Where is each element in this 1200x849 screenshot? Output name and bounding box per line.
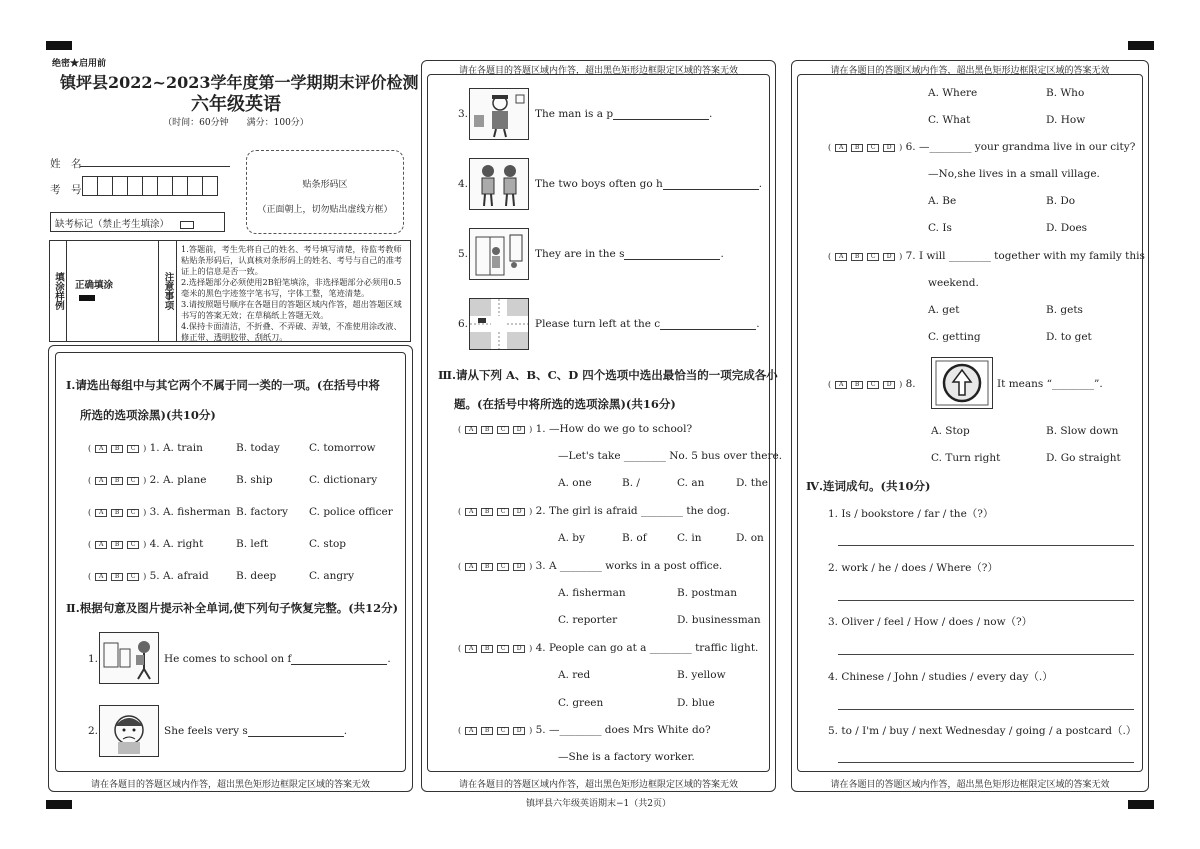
s3-question-8-text: It means “________”.	[997, 378, 1103, 390]
s3-question-line: weekend.	[928, 277, 979, 289]
s3-option: B. /	[622, 477, 640, 489]
s3-option: D. Go straight	[1046, 452, 1121, 464]
answer-line[interactable]	[838, 545, 1134, 546]
answer-line[interactable]	[838, 709, 1134, 710]
blank[interactable]	[660, 329, 756, 330]
s4-question-4: 4. Chinese / John / studies / every day（.）	[828, 671, 1053, 683]
blank[interactable]	[624, 259, 720, 260]
supermarket-picture	[469, 228, 529, 280]
s3-option: A. fisherman	[558, 587, 626, 599]
s3-option: A. one	[558, 477, 592, 489]
s2-sentence-6: Please turn left at the c .	[535, 318, 760, 330]
answer-bubbles[interactable]: ( A B C D )	[458, 726, 533, 735]
s3-option: B. yellow	[677, 669, 726, 681]
s3-question-2: ( A B C D ) 2. The girl is afraid ________ the dog.	[458, 505, 730, 517]
registration-mark	[46, 800, 72, 809]
s2-sentence-3: The man is a p .	[535, 108, 713, 120]
walking-to-school-picture	[99, 632, 159, 684]
s3-option: A. by	[558, 532, 585, 544]
s4-question-3: 3. Oliver / feel / How / does / now（?）	[828, 616, 1033, 628]
absent-label: 缺考标记（禁止考生填涂）	[55, 219, 170, 230]
policeman-picture	[469, 88, 529, 140]
s3-question-8: ( A B C D ) 8.	[828, 378, 916, 390]
exam-title: 镇坪县2022~2023学年度第一学期期末评价检测	[60, 73, 419, 92]
crossroads-picture	[469, 298, 529, 350]
s3-option: D. How	[1046, 114, 1086, 126]
s1-question-4: ( A B C ) 4. A. right	[88, 538, 204, 550]
s3-option: D. blue	[677, 697, 715, 709]
section2-title: Ⅱ.根据句意及图片提示补全单词,使下列句子恢复完整。(共12分)	[66, 601, 399, 615]
answer-bubbles[interactable]: ( A B C D )	[458, 644, 533, 653]
s1-option-c: C. tomorrow	[309, 442, 376, 454]
s1-question-1: ( A B C ) 1. A. train	[88, 442, 203, 454]
answer-line[interactable]	[838, 600, 1134, 601]
s3-option: B. Who	[1046, 87, 1085, 99]
s3-question-1: ( A B C D ) 1. —How do we go to school?	[458, 423, 693, 435]
boundary-note: 请在各题目的答题区域内作答，超出黑色矩形边框限定区域的答案无效	[830, 780, 1110, 790]
correct-fill-sample	[79, 295, 95, 301]
s3-option: A. red	[558, 669, 591, 681]
note-item: 2.选择题部分必须使用2B铅笔填涂，非选择题部分必须用0.5毫米的黑色字迹签字笔书写，字体工整，笔迹清楚。	[181, 277, 402, 298]
s3-question-line: —No,she lives in a small village.	[928, 168, 1100, 180]
notes-list	[181, 244, 409, 343]
section1-title-cont: 所选的选项涂黑)(共10分)	[80, 408, 216, 422]
answer-bubbles[interactable]: ( A B C )	[88, 540, 147, 549]
section3-title: Ⅲ.请从下列 A、B、C、D 四个选项中选出最恰当的一项完成各小	[438, 368, 778, 382]
note-item: 4.保持卡面清洁，不折叠、不弄破、弄皱，不准使用涂改液、修正带、透明胶带、刮纸刀。	[181, 321, 402, 342]
instructions-table	[49, 240, 411, 342]
s1-question-5: ( A B C ) 5. A. afraid	[88, 570, 209, 582]
s3-question-line: —She is a factory worker.	[558, 751, 695, 763]
s3-option: C. in	[677, 532, 702, 544]
s3-question-6: ( A B C D ) 6. —________ your grandma live in our city?	[828, 141, 1136, 153]
name-label: 姓 名	[50, 158, 82, 170]
page-footer: 镇坪县六年级英语期末−1（共2页）	[526, 799, 671, 809]
boundary-note: 请在各题目的答题区域内作答，超出黑色矩形边框限定区域的答案无效	[830, 66, 1110, 76]
s3-option: D. the	[736, 477, 768, 489]
registration-mark	[1128, 800, 1154, 809]
s1-question-3: ( A B C ) 3. A. fisherman	[88, 506, 231, 518]
s3-option: C. Is	[928, 222, 952, 234]
id-grid[interactable]	[82, 176, 217, 199]
answer-bubbles[interactable]: ( A B C D )	[828, 380, 903, 389]
blank[interactable]	[291, 664, 387, 665]
time-score: （时间：60分钟 满分：100分）	[163, 118, 309, 128]
s3-option: B. postman	[677, 587, 738, 599]
s3-option: B. Slow down	[1046, 425, 1119, 437]
section1-title: Ⅰ.请选出每组中与其它两个不属于同一类的一项。(在括号中将	[66, 378, 380, 392]
answer-bubbles[interactable]: ( A B C D )	[828, 143, 903, 152]
s1-question-2: ( A B C ) 2. A. plane	[88, 474, 207, 486]
s3-option: D. on	[736, 532, 764, 544]
boundary-note: 请在各题目的答题区域内作答，超出黑色矩形边框限定区域的答案无效	[458, 66, 738, 76]
s2-number: 3.	[458, 108, 469, 120]
s1-option-b: B. ship	[236, 474, 273, 486]
s2-number: 4.	[458, 178, 469, 190]
s1-option-b: B. today	[236, 442, 280, 454]
s1-option-c: C. police officer	[309, 506, 393, 518]
fill-sample-cell	[67, 241, 159, 341]
fill-sample-side: 填涂样例	[50, 241, 67, 341]
s2-sentence-5: They are in the s .	[535, 248, 724, 260]
answer-bubbles[interactable]: ( A B C D )	[458, 562, 533, 571]
s4-question-2: 2. work / he / does / Where（?）	[828, 562, 998, 574]
s3-option: A. Where	[928, 87, 978, 99]
boundary-note: 请在各题目的答题区域内作答，超出黑色矩形边框限定区域的答案无效	[90, 780, 370, 790]
s1-option-c: C. dictionary	[309, 474, 378, 486]
blank[interactable]	[613, 119, 709, 120]
s3-option: C. What	[928, 114, 971, 126]
barcode-note: （正面朝上，切勿贴出虚线方框）	[257, 205, 393, 215]
section4-title: Ⅳ.连词成句。(共10分)	[806, 479, 931, 493]
s4-question-5: 5. to / I'm / buy / next Wednesday / going / a postcard（.）	[828, 725, 1137, 737]
s2-number: 5.	[458, 248, 469, 260]
s3-option: A. Be	[928, 195, 957, 207]
s1-option-b: B. deep	[236, 570, 277, 582]
blank[interactable]	[663, 189, 759, 190]
subject-title: 六年级英语	[191, 94, 281, 115]
answer-bubbles[interactable]: ( A B C )	[88, 572, 147, 581]
answer-line[interactable]	[838, 654, 1134, 655]
s3-option: C. reporter	[558, 614, 618, 626]
s2-sentence-2: She feels very s .	[164, 725, 348, 737]
s3-question-7: ( A B C D ) 7. I will ________ together with my family this	[828, 250, 1145, 262]
answer-bubbles[interactable]: ( A B C D )	[458, 425, 533, 434]
s2-sentence-4: The two boys often go h .	[535, 178, 763, 190]
answer-bubbles[interactable]: ( A B C )	[88, 508, 147, 517]
answer-bubbles[interactable]: ( A B C D )	[458, 507, 533, 516]
name-field[interactable]	[80, 166, 230, 167]
s3-option: B. gets	[1046, 304, 1083, 316]
absent-bubble[interactable]	[180, 221, 194, 229]
s3-option: C. green	[558, 697, 604, 709]
answer-bubbles[interactable]: ( A B C D )	[828, 252, 903, 261]
go-straight-sign-icon	[931, 357, 993, 409]
s1-option-c: C. stop	[309, 538, 346, 550]
s3-question-5: ( A B C D ) 5. —________ does Mrs White do?	[458, 724, 711, 736]
s3-option: D. businessman	[677, 614, 761, 626]
absent-mark-box	[50, 212, 225, 232]
notes-side: 注意事项	[159, 241, 177, 341]
two-boys-picture	[469, 158, 529, 210]
note-item: 3.请按照题号顺序在各题目的答题区域内作答，超出答题区域书写的答案无效；在草稿纸上答题无效。	[181, 299, 402, 320]
s3-option: D. to get	[1046, 331, 1092, 343]
s3-option: A. get	[928, 304, 960, 316]
blank[interactable]	[248, 736, 344, 737]
barcode-title: 贴条形码区	[302, 180, 348, 190]
s3-question-line: —Let's take ________ No. 5 bus over there.	[558, 450, 783, 462]
correct-fill-label: 正确填涂	[75, 280, 114, 291]
s2-sentence-1: He comes to school on f .	[164, 653, 391, 665]
answer-bubbles[interactable]: ( A B C )	[88, 476, 147, 485]
s3-option: A. Stop	[931, 425, 970, 437]
registration-mark	[1128, 41, 1154, 50]
s3-question-3: ( A B C D ) 3. A ________ works in a post office.	[458, 560, 723, 572]
answer-line[interactable]	[838, 762, 1134, 763]
section3-title-cont: 题。(在括号中将所选的选项涂黑)(共16分)	[454, 397, 676, 411]
s4-question-1: 1. Is / bookstore / far / the（?）	[828, 508, 994, 520]
s3-option: B. of	[622, 532, 647, 544]
s2-number: 2.	[88, 725, 99, 737]
s1-option-b: B. factory	[236, 506, 288, 518]
note-item: 1.答题前，考生先将自己的姓名、考号填写清楚，待监考教师粘贴条形码后，认真核对条形码上的姓名、考号与自己的准考证上的信息是否一致。	[181, 244, 403, 276]
s2-number: 6.	[458, 318, 469, 330]
s3-option: C. getting	[928, 331, 981, 343]
barcode-area	[246, 150, 404, 234]
sad-girl-picture	[99, 705, 159, 757]
secret-label: 绝密★启用前	[52, 59, 107, 69]
boundary-note: 请在各题目的答题区域内作答，超出黑色矩形边框限定区域的答案无效	[458, 780, 738, 790]
s3-option: D. Does	[1046, 222, 1088, 234]
s3-option: B. Do	[1046, 195, 1076, 207]
answer-bubbles[interactable]: ( A B C )	[88, 444, 147, 453]
s1-option-c: C. angry	[309, 570, 355, 582]
s1-option-b: B. left	[236, 538, 269, 550]
s3-option: C. an	[677, 477, 705, 489]
s3-question-4: ( A B C D ) 4. People can go at a ________ traffic light.	[458, 642, 759, 654]
s3-option: C. Turn right	[931, 452, 1001, 464]
s2-number: 1.	[88, 653, 99, 665]
registration-mark	[46, 41, 72, 50]
id-label: 考 号	[50, 184, 82, 196]
